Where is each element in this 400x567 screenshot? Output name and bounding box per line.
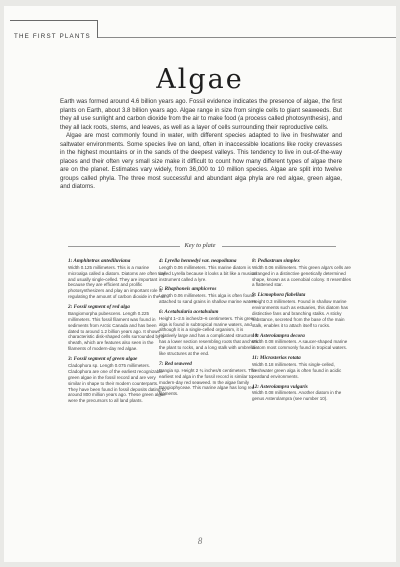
entry-title: 12: Asterolampra vulgaris xyxy=(252,383,308,390)
key-entry xyxy=(68,304,168,352)
entry-title: 9: Licmophora flabellata xyxy=(252,292,306,299)
entry-title: 6: Acetabularia acetabulum xyxy=(159,308,219,315)
key-entry xyxy=(68,258,168,300)
key-entry xyxy=(159,258,261,282)
key-rule-right xyxy=(222,246,336,247)
intro-paragraph-1: Earth was formed around 4.6 billion years ago. Fossil evidence indicates the presence of algae, the first plants on Earth, about 3.8 billion years ago. Algae range in size from single cells to giant seaweeds. But they all use sunlight and carbon dioxide from the air to make food (a process called photosynthesis), and they all lack roots, stems, and leaves, as well as a layer of cells surrounding their reproductive cells. xyxy=(60,98,342,131)
key-entry xyxy=(68,356,168,404)
entry-text: Bangiomorpha pubescens. Length 0.225 millimeters. This fossil filament was found in sediments from Arctic Canada and has been dated to around 1.2 billion years ago. It shows characteristic disk-shaped cells surrounded by a sheath, which are features also seen in the filaments of modern-day red algae. xyxy=(68,310,165,352)
entry-text: Width 0.125 millimeters. This is a marine microalga called a diatom. Diatoms are often tiny and usually single-celled. They are important because they are efficient and prolific photosynthesizers and play an important role in regulating the amount of carbon dioxide in the air. xyxy=(68,264,167,300)
key-entry xyxy=(252,355,352,379)
entry-text: Width 0.08 millimeters. Another diatom in the genus Asterolampra (see number 10). xyxy=(252,390,342,402)
key-entry xyxy=(252,384,352,403)
entry-title: 1: Amphitetras antediluviana xyxy=(68,258,131,264)
key-column-1 xyxy=(68,258,168,408)
entry-text: Height 0.3 millimeters. Found in shallow marine environments such as estuaries, this diatom has distinctive fans and branching stalks. A sticky substance, secreted from the base of the main stalk, enables it to attach itself to rocks. xyxy=(252,299,349,328)
intro-paragraph-2: Algae are most commonly found in water, with different species adapted to live in freshwater and saltwater environments. Some species live on land, often in inaccessible locations like rocky crevasses in the highest mountains or in the sands of the deepest valleys. This tendency to live in out-of-the-way places and their often very small size make it difficult to count how many different types of algae there are on the planet. Estimates vary widely, from 36,000 to 10 million species. Algae are split into twelve groups called phyla. The three most successful and abundant alga phyla are red algae, green algae, and diatoms. xyxy=(60,132,342,190)
entry-text: Cladophora sp. Length 0.075 millimeters. Cladophora are one of the earliest recognizable green algae in the fossil record and are very similar in shape to their modern counterparts. They have been found in fossil deposits dating to around 800 million years ago. These green algae were the precursors to all land plants. xyxy=(68,362,166,404)
header-rule xyxy=(98,37,396,38)
section-tab-label: THE FIRST PLANTS xyxy=(14,33,91,40)
page-header xyxy=(4,6,396,50)
entry-title: 2: Fossil segment of red alga xyxy=(68,304,130,311)
key-to-plate-heading: Key to plate xyxy=(184,242,216,249)
section-tab xyxy=(10,20,98,38)
page-number: 8 xyxy=(197,536,203,546)
entry-text: Width 0.08 millimeters. A saucer-shaped marine diatom most commonly found in tropical waters. xyxy=(252,339,348,351)
entry-title: 11: Micrasterias rotata xyxy=(252,355,301,362)
key-entry xyxy=(252,258,352,288)
key-column-3 xyxy=(252,258,352,406)
intro-text xyxy=(60,98,342,192)
entry-title: 7: Red seaweed xyxy=(159,360,192,367)
key-entry xyxy=(159,309,261,357)
entry-text: Width 0.18 millimeters. This single-celled, freshwater green alga is often found in acidic peatland environments. xyxy=(252,361,342,379)
entry-title: 8: Pediastrum simplex xyxy=(252,258,300,264)
entry-title: 10: Asterolampra decora xyxy=(252,332,305,339)
key-entry xyxy=(252,333,352,352)
entry-title: 5: Rhaphoneis amphiceros xyxy=(159,286,217,293)
key-entry xyxy=(159,361,261,397)
entry-text: Bangia sp. Height 2 ¾ inches/6 centimeters. The earliest red alga in the fossil record is similar to modern-day red seaweed. In the algae family Bangiophyceae. This marine algae has long red filaments. xyxy=(159,367,256,397)
key-entry xyxy=(159,286,261,305)
book-page xyxy=(4,6,396,562)
entry-text: Length 0.06 millimeters. This alga is often found attached to sand grains in shallow marine waters. xyxy=(159,293,258,305)
entry-title: 3: Fossil segment of green algae xyxy=(68,356,138,363)
entry-text: Height 1–2.5 inches/3–6 centimeters. This green alga is found in subtropical marine waters, and although it is a single-celled organism, it is relatively large and has a complicated structure. It has a lower section resembling roots that anchors the plant to rocks, and a long stalk with umbrella-like structures at the end. xyxy=(159,315,259,357)
entry-text: Width 0.06 millimeters. This green alga’s cells are arranged in a distinctive genetically determined shape, known as a coenobial colony. It resembles a flattened star. xyxy=(252,264,351,288)
entry-title: 4: Lyrella hennedyi var. neapolitana xyxy=(159,258,237,264)
key-column-2 xyxy=(159,258,261,401)
key-entry xyxy=(252,292,352,328)
page-title: Algae xyxy=(156,64,244,95)
entry-text: Length 0.06 millimeters. This marine diatom is called Lyrella because it looks a bit like a musical instrument called a lyre. xyxy=(159,264,257,282)
